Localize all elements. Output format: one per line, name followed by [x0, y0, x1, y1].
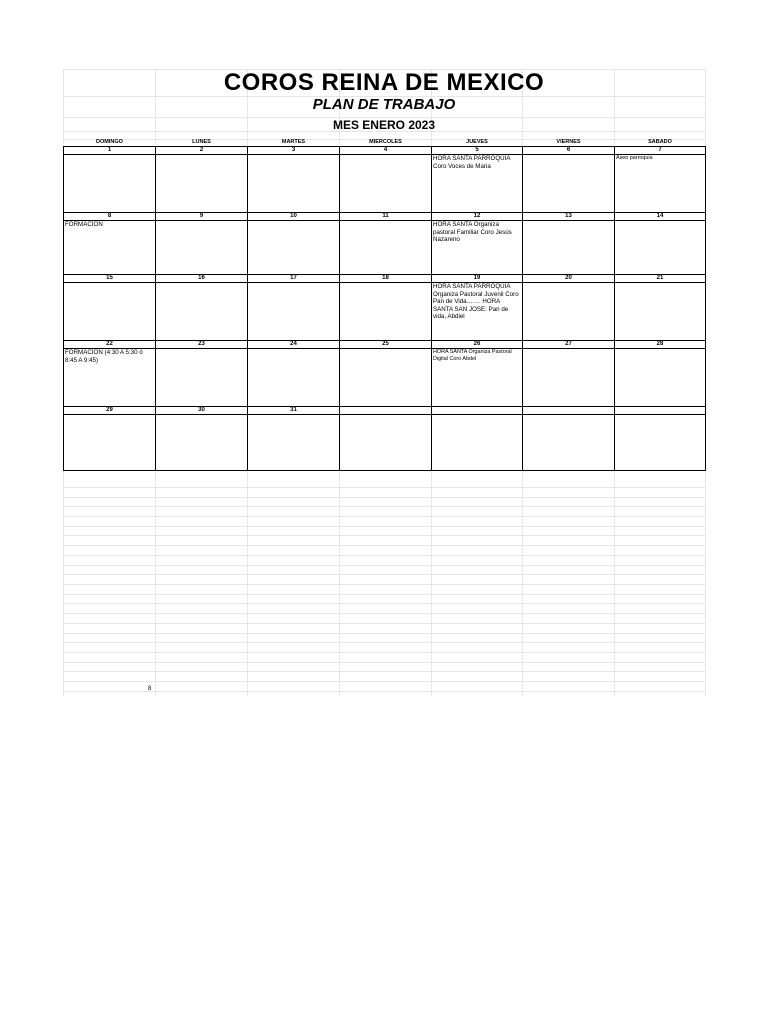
date-number: 20	[523, 275, 615, 283]
grid-line	[63, 671, 705, 672]
grid-line	[63, 633, 705, 634]
day-events-cell[interactable]: HORA SANTA PARROQUIA Coro Voces de Maria	[432, 155, 523, 213]
day-events-cell[interactable]	[156, 283, 248, 341]
day-events-cell[interactable]	[523, 415, 615, 471]
date-number: 11	[340, 213, 432, 221]
page-subtitle: PLAN DE TRABAJO	[312, 96, 456, 113]
grid-line	[63, 574, 705, 575]
date-number: 15	[64, 275, 156, 283]
day-events-cell[interactable]	[340, 155, 432, 213]
day-events-cell[interactable]: FORMACION	[64, 221, 156, 275]
date-number	[523, 407, 615, 415]
date-number: 13	[523, 213, 615, 221]
date-number-row	[64, 147, 706, 155]
date-number: 12	[432, 213, 523, 221]
date-number: 2	[156, 147, 248, 155]
date-number: 30	[156, 407, 248, 415]
day-events-cell[interactable]	[432, 415, 523, 471]
day-events-cell[interactable]	[523, 349, 615, 407]
grid-line	[63, 623, 705, 624]
grid-line	[63, 535, 705, 536]
day-events-cell[interactable]	[615, 415, 706, 471]
date-number: 23	[156, 341, 248, 349]
date-number: 8	[64, 213, 156, 221]
date-number: 1	[64, 147, 156, 155]
grid-line	[63, 652, 705, 653]
date-number-row	[64, 341, 706, 349]
date-number: 28	[615, 341, 706, 349]
date-number: 29	[64, 407, 156, 415]
date-number: 18	[340, 275, 432, 283]
day-events-cell[interactable]: FORMACION (4:30 A 5:30 ó 8:45 A 9:45)	[64, 349, 156, 407]
day-events-cell[interactable]	[64, 155, 156, 213]
day-events-cell[interactable]	[248, 283, 340, 341]
day-events-cell[interactable]	[340, 221, 432, 275]
day-events-cell[interactable]: HORA SANTA Organiza Pastoral Digital Coro Abdel	[432, 349, 523, 407]
date-number: 7	[615, 147, 706, 155]
date-number-row	[64, 275, 706, 283]
day-events-cell[interactable]	[615, 283, 706, 341]
date-number: 22	[64, 341, 156, 349]
day-events-cell[interactable]	[156, 349, 248, 407]
grid-line	[63, 642, 705, 643]
grid-line	[63, 691, 705, 692]
day-events-cell[interactable]	[615, 221, 706, 275]
date-number: 21	[615, 275, 706, 283]
date-number: 4	[340, 147, 432, 155]
date-number: 24	[248, 341, 340, 349]
day-events-cell[interactable]	[248, 349, 340, 407]
date-number: 10	[248, 213, 340, 221]
page-title: COROS REINA DE MEXICO	[223, 69, 545, 96]
grid-line	[63, 506, 705, 507]
grid-line	[63, 526, 705, 527]
day-events-cell[interactable]	[156, 221, 248, 275]
week-events-row	[64, 349, 706, 407]
day-events-cell[interactable]	[340, 349, 432, 407]
day-events-cell[interactable]	[248, 221, 340, 275]
grid-line	[63, 516, 705, 517]
day-events-cell[interactable]	[64, 415, 156, 471]
date-number: 9	[156, 213, 248, 221]
date-number-row	[64, 407, 706, 415]
grid-line	[63, 613, 705, 614]
day-events-cell[interactable]: HORA SANTA PARROQUIA Organiza Pastoral Juvenil Coro Pan de Vida……. HORA SANTA SAN JOSE: Pan de vida, Abdiel	[432, 283, 523, 341]
day-name: LUNES	[156, 139, 248, 147]
day-name: JUEVES	[432, 139, 523, 147]
grid-line	[63, 545, 705, 546]
grid-line	[63, 497, 705, 498]
date-number: 5	[432, 147, 523, 155]
day-name: SABADO	[615, 139, 706, 147]
day-events-cell[interactable]: HORA SANTA Organiza pastoral Familiar Coro Jesús Nazareno	[432, 221, 523, 275]
calendar-table	[63, 139, 706, 471]
date-number	[432, 407, 523, 415]
grid-line	[63, 584, 705, 585]
grid-line	[63, 487, 705, 488]
grid-line	[63, 594, 705, 595]
date-number: 27	[523, 341, 615, 349]
week-events-row	[64, 155, 706, 213]
day-events-cell[interactable]	[523, 283, 615, 341]
grid-line	[63, 662, 705, 663]
day-name: MARTES	[248, 139, 340, 147]
date-number: 3	[248, 147, 340, 155]
day-name: VIERNES	[523, 139, 615, 147]
day-events-cell[interactable]	[340, 415, 432, 471]
week-events-row	[64, 415, 706, 471]
date-number: 31	[248, 407, 340, 415]
day-events-cell[interactable]: Aseo parroquia	[615, 155, 706, 213]
grid-line	[63, 603, 705, 604]
month-heading: MES ENERO 2023	[332, 118, 436, 132]
week-events-row	[64, 221, 706, 275]
date-number: 14	[615, 213, 706, 221]
calendar-sheet	[63, 69, 705, 696]
date-number-row	[64, 213, 706, 221]
date-number: 25	[340, 341, 432, 349]
date-number: 17	[248, 275, 340, 283]
day-name: MIERCOLES	[340, 139, 432, 147]
date-number: 16	[156, 275, 248, 283]
day-events-cell[interactable]	[248, 415, 340, 471]
date-number	[615, 407, 706, 415]
day-events-cell[interactable]	[248, 155, 340, 213]
day-events-cell[interactable]	[64, 283, 156, 341]
date-number: 26	[432, 341, 523, 349]
day-events-cell[interactable]	[615, 349, 706, 407]
day-events-cell[interactable]	[156, 415, 248, 471]
grid-line	[63, 565, 705, 566]
date-number: 19	[432, 275, 523, 283]
day-name-row	[64, 139, 706, 147]
cell-value: 8	[148, 686, 152, 692]
week-events-row	[64, 283, 706, 341]
day-events-cell[interactable]	[156, 155, 248, 213]
day-events-cell[interactable]	[340, 283, 432, 341]
day-events-cell[interactable]	[523, 155, 615, 213]
grid-line	[63, 681, 705, 682]
day-events-cell[interactable]	[523, 221, 615, 275]
date-number: 6	[523, 147, 615, 155]
date-number	[340, 407, 432, 415]
grid-line	[63, 555, 705, 556]
day-name: DOMINGO	[64, 139, 156, 147]
